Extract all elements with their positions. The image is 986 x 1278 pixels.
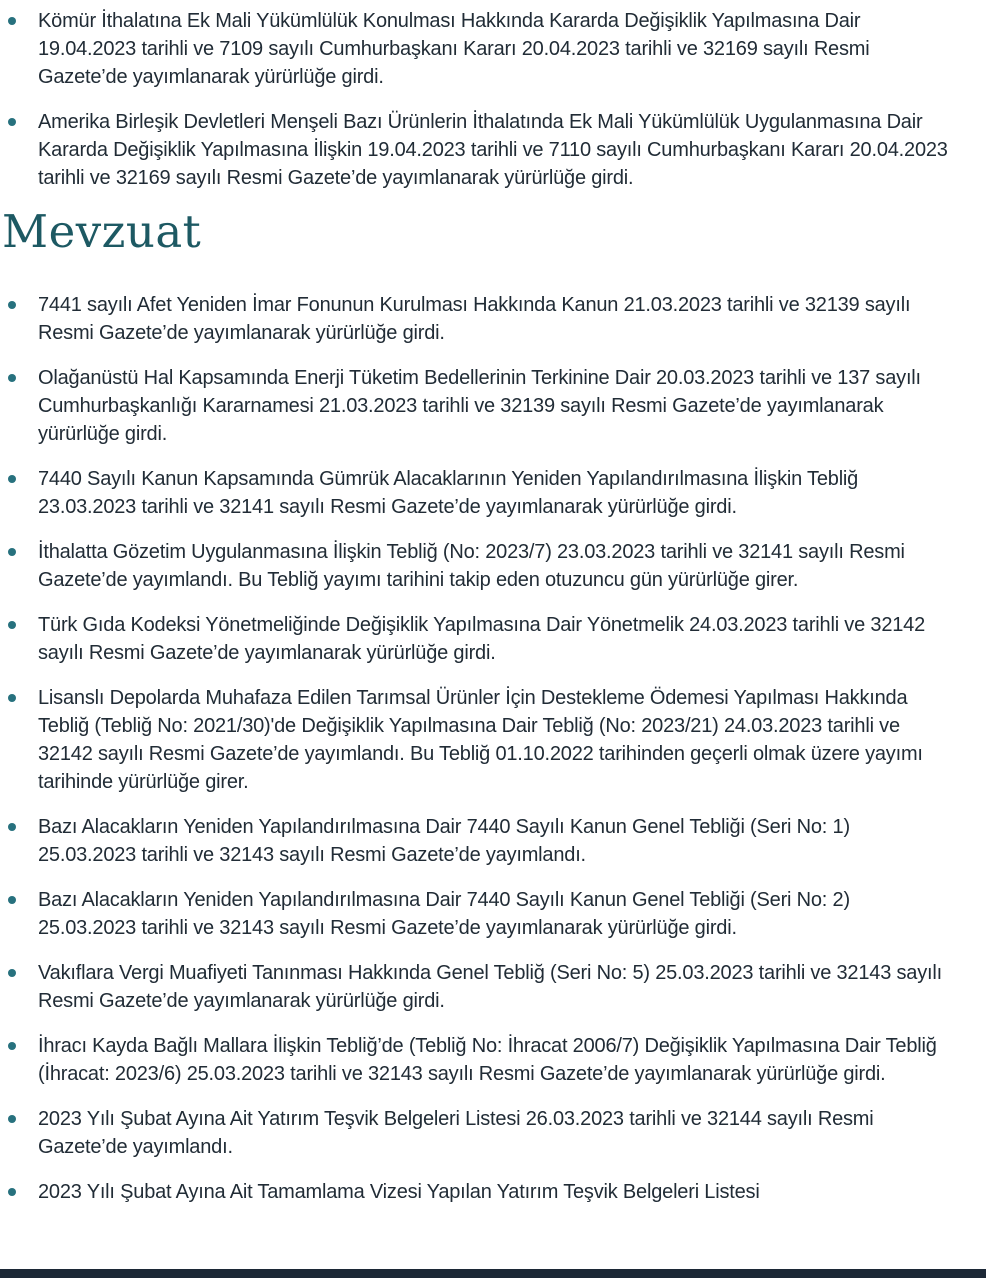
bullet-icon [8,969,16,977]
list-item-text: Lisanslı Depolarda Muhafaza Edilen Tarımsal Ürünler İçin Destekleme Ödemesi Yapılması Hakkında Tebliğ (Tebliğ No: 2021/30)'de Değişiklik Yapılmasına Dair Tebliğ (No: 2023/21) 24.03.2023 tarihli ve 32142 sayılı Resmi Gazete’de yayımlandı. Bu Tebliğ 01.10.2022 tarihinden geçerli olmak üzere yayımı tarihinde yürürlüğe girer. [38,687,923,793]
list-item [38,959,952,1015]
list-item-text: Bazı Alacakların Yeniden Yapılandırılmasına Dair 7440 Sayılı Kanun Genel Tebliği (Seri No: 1) 25.03.2023 tarihli ve 32143 sayılı Resmi Gazete’de yayımlandı. [38,816,850,866]
list-item-text: 2023 Yılı Şubat Ayına Ait Tamamlama Vizesi Yapılan Yatırım Teşvik Belgeleri Listesi [38,1181,760,1203]
list-item-text: Vakıflara Vergi Muafiyeti Tanınması Hakkında Genel Tebliğ (Seri No: 5) 25.03.2023 tarihli ve 32143 sayılı Resmi Gazete’de yayımlanarak yürürlüğe girdi. [38,962,942,1012]
bullet-icon [8,17,16,25]
list-item [38,813,952,869]
list-item [38,7,952,91]
section-title-mevzuat: Mevzuat [2,205,202,258]
bullet-icon [8,1188,16,1196]
list-item [38,538,952,594]
clipped-content-band [0,1269,986,1278]
bullet-icon [8,1115,16,1123]
list-item-text: Türk Gıda Kodeksi Yönetmeliğinde Değişiklik Yapılmasına Dair Yönetmelik 24.03.2023 tarihli ve 32142 sayılı Resmi Gazete’de yayımlanarak yürürlüğe girdi. [38,614,926,664]
bullet-icon [8,694,16,702]
list-item [38,1178,952,1206]
list-item-text: 7441 sayılı Afet Yeniden İmar Fonunun Kurulması Hakkında Kanun 21.03.2023 tarihli ve 32139 sayılı Resmi Gazete’de yayımlanarak yürürlüğe girdi. [38,294,911,344]
list-item-text: 2023 Yılı Şubat Ayına Ait Yatırım Teşvik Belgeleri Listesi 26.03.2023 tarihli ve 32144 sayılı Resmi Gazete’de yayımlandı. [38,1108,874,1158]
list-item-text: Bazı Alacakların Yeniden Yapılandırılmasına Dair 7440 Sayılı Kanun Genel Tebliği (Seri No: 2) 25.03.2023 tarihli ve 32143 sayılı Resmi Gazete’de yayımlanarak yürürlüğe girdi. [38,889,850,939]
bullet-icon [8,896,16,904]
list-item-text: İhracı Kayda Bağlı Mallara İlişkin Tebliğ’de (Tebliğ No: İhracat 2006/7) Değişiklik Yapılmasına Dair Tebliğ (İhracat: 2023/6) 25.03.2023 tarihli ve 32143 sayılı Resmi Gazete’de yayımlanarak yürürlüğe girdi. [38,1035,937,1085]
list-item [38,611,952,667]
list-item-text: Amerika Birleşik Devletleri Menşeli Bazı Ürünlerin İthalatında Ek Mali Yükümlülük Uygulanmasına Dair Kararda Değişiklik Yapılmasına İlişkin 19.04.2023 tarihli ve 7110 sayılı Cumhurbaşkanı Kararı 20.04.2023 tarihli ve 32169 sayılı Resmi Gazete’de yayımlanarak yürürlüğe girdi. [38,111,948,189]
bullet-icon [8,118,16,126]
list-item-text: İthalatta Gözetim Uygulanmasına İlişkin Tebliğ (No: 2023/7) 23.03.2023 tarihli ve 32141 sayılı Resmi Gazete’de yayımlandı. Bu Tebliğ yayımı tarihini takip eden otuzuncu gün yürürlüğe girer. [38,541,905,591]
list-item-text: Olağanüstü Hal Kapsamında Enerji Tüketim Bedellerinin Terkinine Dair 20.03.2023 tarihli ve 137 sayılı Cumhurbaşkanlığı Kararnamesi 21.03.2023 tarihli ve 32139 sayılı Resmi Gazete’de yayımlanarak yürürlüğe girdi. [38,367,921,445]
list-item [38,108,952,192]
list-item [38,684,952,796]
bullet-icon [8,1042,16,1050]
bullet-icon [8,823,16,831]
list-item [38,291,952,347]
mevzuat-bullet-list [38,291,952,1206]
list-item [38,886,952,942]
bullet-icon [8,475,16,483]
bullet-icon [8,301,16,309]
list-item-text: 7440 Sayılı Kanun Kapsamında Gümrük Alacaklarının Yeniden Yapılandırılmasına İlişkin Tebliğ 23.03.2023 tarihli ve 32141 sayılı Resmi Gazete’de yayımlanarak yürürlüğe girdi. [38,468,859,518]
list-item [38,465,952,521]
list-item-text: Kömür İthalatına Ek Mali Yükümlülük Konulması Hakkında Kararda Değişiklik Yapılmasına Dair 19.04.2023 tarihli ve 7109 sayılı Cumhurbaşkanı Kararı 20.04.2023 tarihli ve 32169 sayılı Resmi Gazete’de yayımlanarak yürürlüğe girdi. [38,10,870,88]
bullet-icon [8,374,16,382]
bullet-icon [8,548,16,556]
list-item [38,1032,952,1088]
intro-bullet-list [38,7,952,192]
list-item [38,364,952,448]
list-item [38,1105,952,1161]
bullet-icon [8,621,16,629]
